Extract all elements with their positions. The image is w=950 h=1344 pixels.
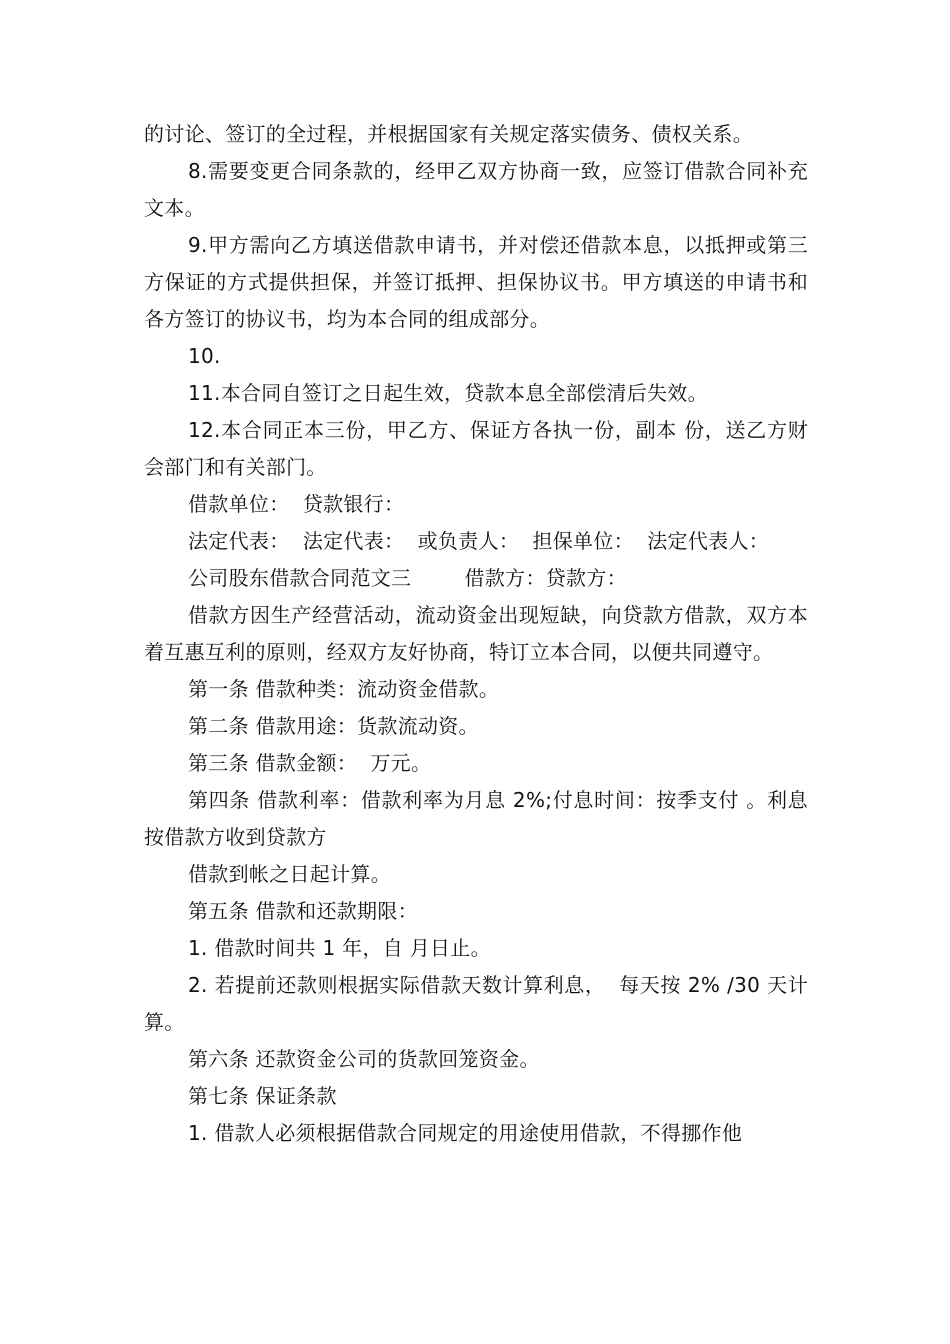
article-6: 第六条 还款资金公司的货款回笼资金。 [188,1047,540,1071]
article-1: 第一条 借款种类：流动资金借款。 [188,677,500,701]
paragraph-clause-10: 10. [188,344,221,368]
document-body [144,116,808,1152]
section-heading-contract-three: 公司股东借款合同范文三 借款方：贷款方： [188,566,627,590]
article-5-item-1: 1. 借款时间共 1 年，自 月日止。 [188,936,491,960]
article-4-continuation: 借款到帐之日起计算。 [188,862,391,886]
paragraph-clause-8: 8.需要变更合同条款的，经甲乙双方协商一致，应签订借款合同补充文本。 [144,159,808,220]
paragraph-continuation: 的讨论、签订的全过程，并根据国家有关规定落实债务、债权关系。 [144,122,753,146]
article-5: 第五条 借款和还款期限： [188,899,418,923]
article-3: 第三条 借款金额： 万元。 [188,751,432,775]
article-4: 第四条 借款利率：借款利率为月息 2%;付息时间：按季支付 。利息按借款方收到贷款方 [144,788,808,849]
article-2: 第二条 借款用途：货款流动资。 [188,714,479,738]
paragraph-clause-11: 11.本合同自签订之日起生效，贷款本息全部偿清后失效。 [188,381,708,405]
signature-line-units: 借款单位： 贷款银行： [188,492,405,516]
signature-line-representatives: 法定代表： 法定代表： 或负责人： 担保单位： 法定代表人： [188,529,770,553]
article-7-item-1: 1. 借款人必须根据借款合同规定的用途使用借款，不得挪作他 [188,1121,743,1145]
paragraph-clause-9: 9.甲方需向乙方填送借款申请书，并对偿还借款本息，以抵押或第三方保证的方式提供担保，并签订抵押、担保协议书。甲方填送的申请书和各方签订的协议书，均为本合同的组成部分。 [144,233,808,331]
paragraph-preamble: 借款方因生产经营活动，流动资金出现短缺，向贷款方借款，双方本着互惠互利的原则，经双方友好协商，特订立本合同，以便共同遵守。 [144,603,808,664]
article-7: 第七条 保证条款 [188,1084,337,1108]
paragraph-clause-12: 12.本合同正本三份，甲乙方、保证方各执一份，副本 份，送乙方财会部门和有关部门。 [144,418,808,479]
article-5-item-2: 2. 若提前还款则根据实际借款天数计算利息， 每天按 2% /30 天计算。 [144,973,808,1034]
